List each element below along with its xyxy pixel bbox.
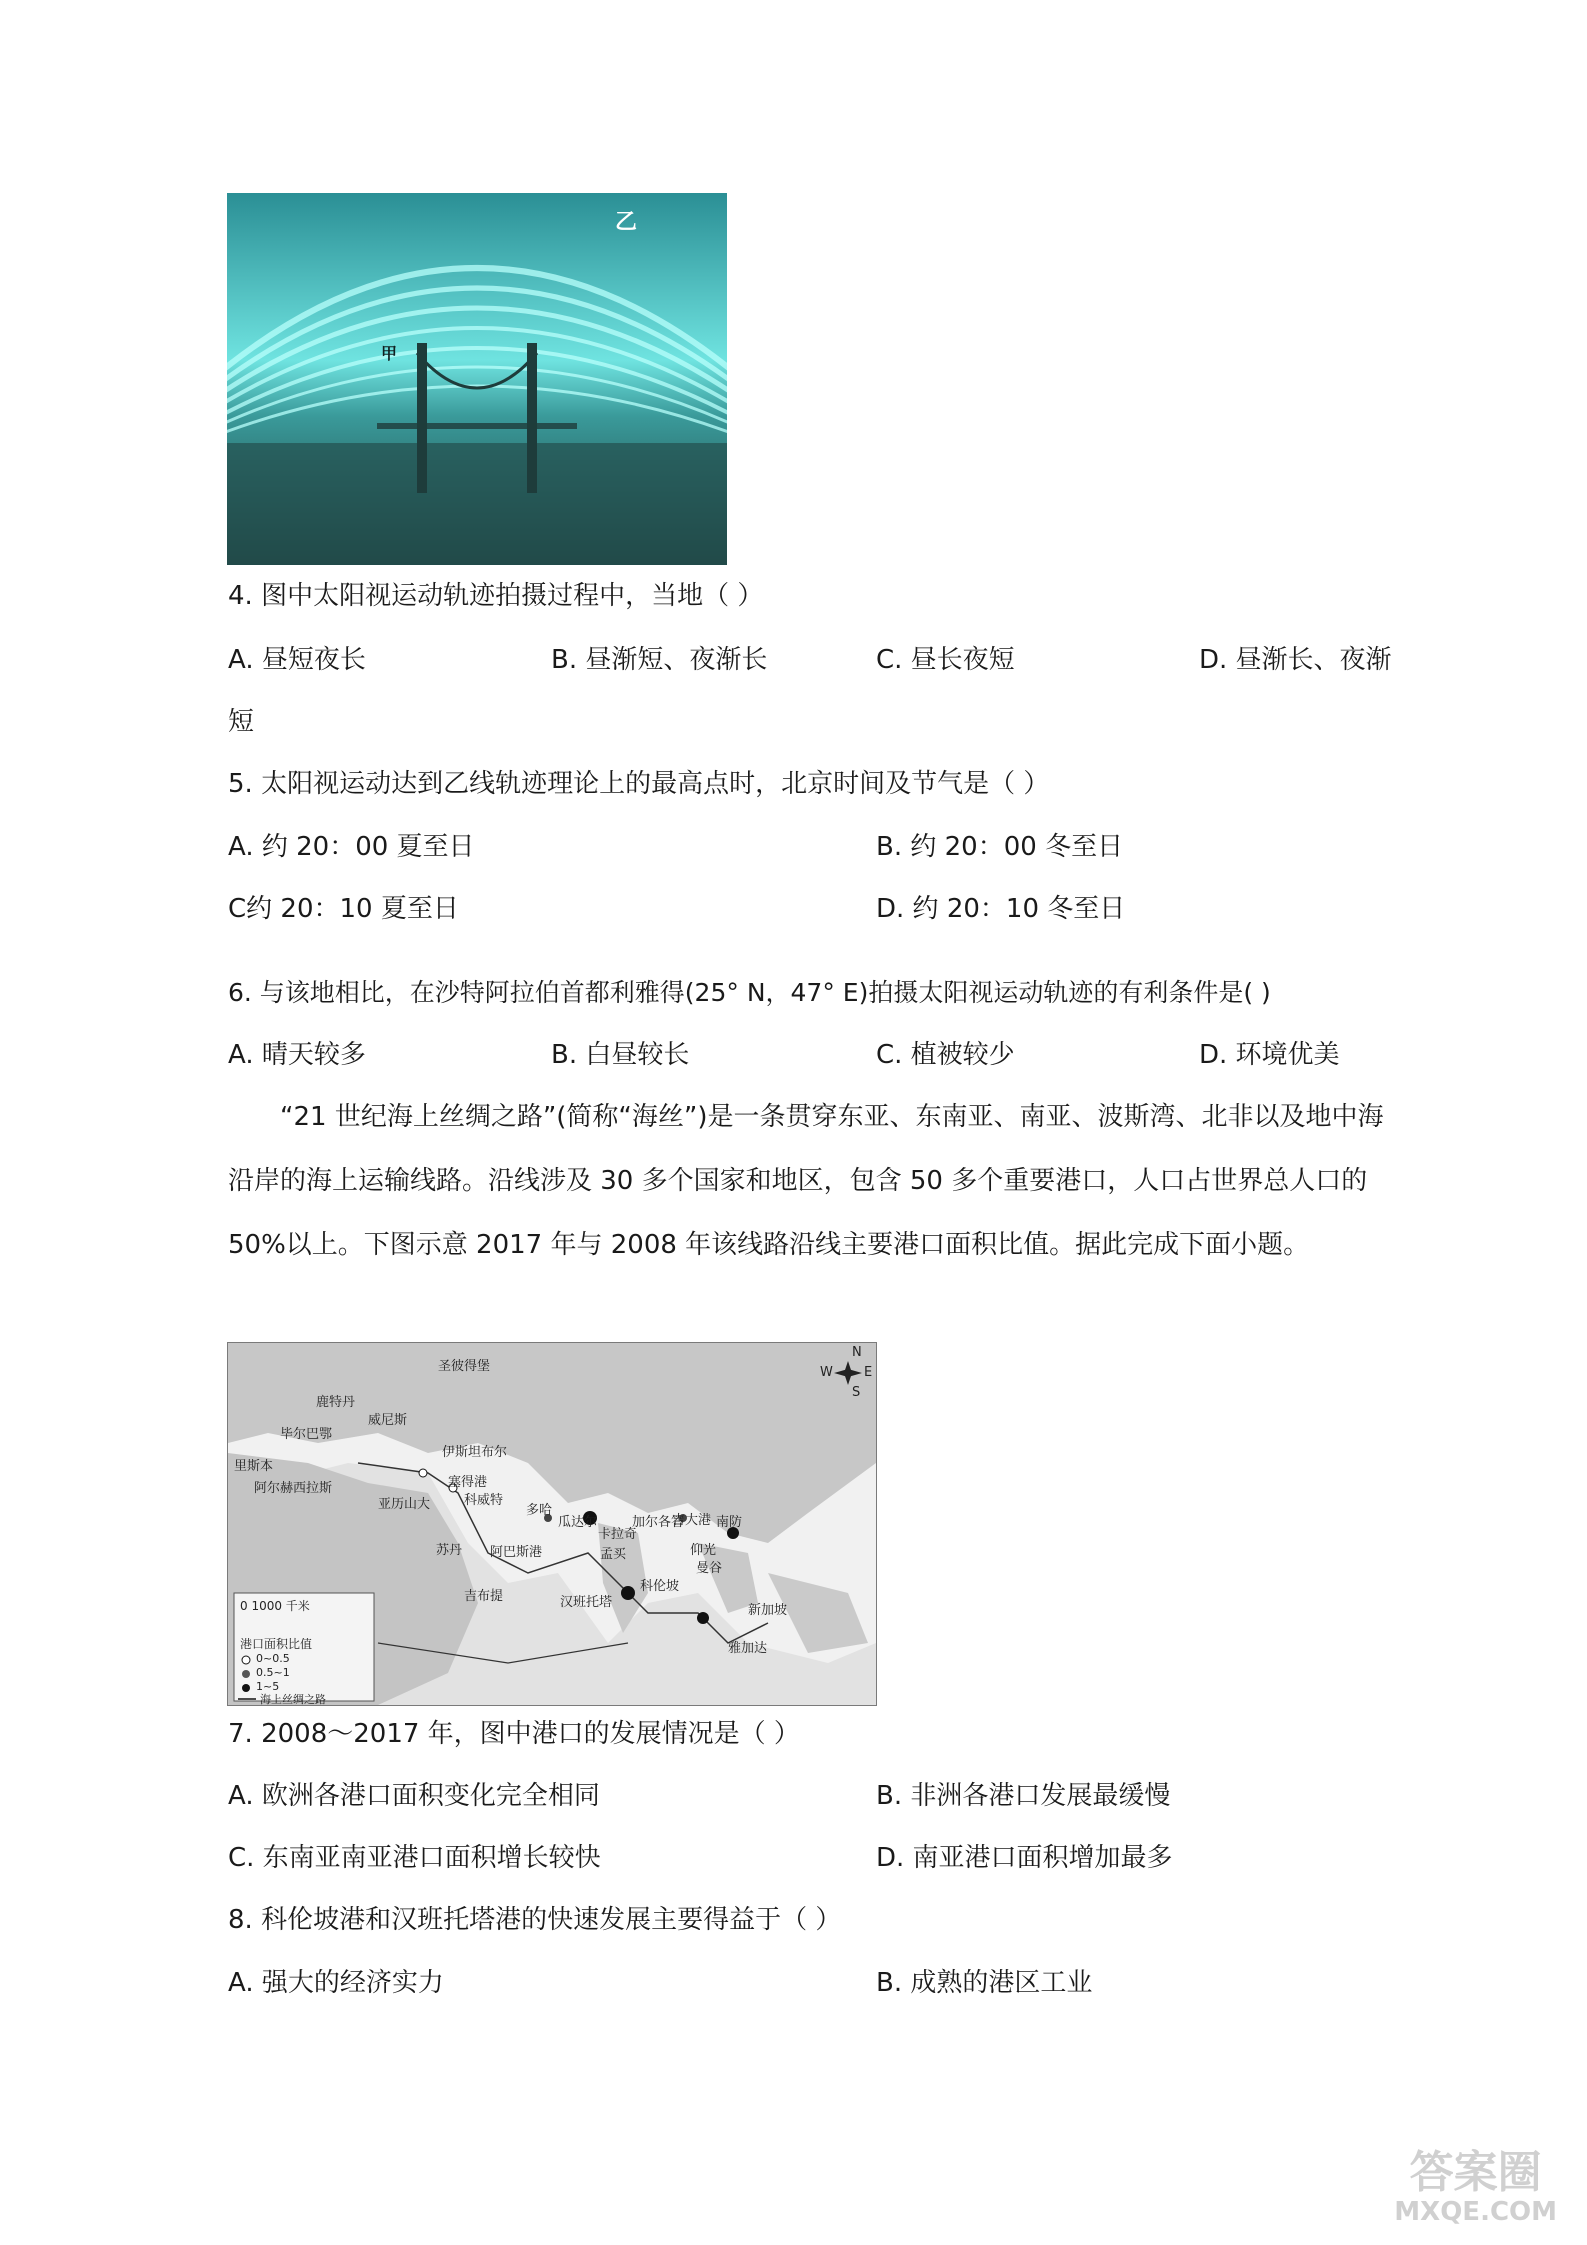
label-yi: 乙 (615, 210, 638, 235)
map-scale: 0 1000 千米 (240, 1599, 310, 1613)
q4-option-d-wrap: 短 (228, 707, 255, 737)
q4-option-c: C. 昼长夜短 (876, 645, 1015, 675)
port-label: 亚历山大 (378, 1497, 431, 1512)
solar-trail-image (227, 193, 727, 565)
legend-item: 1~5 (256, 1680, 280, 1693)
watermark-top: 答案圈 (1409, 2147, 1542, 2198)
port-label: 科伦坡 (640, 1579, 680, 1594)
port-label: 仰光 (690, 1543, 717, 1558)
legend-route: 海上丝绸之路 (260, 1693, 326, 1706)
port-label: 加尔各答 (632, 1515, 685, 1530)
q7-option-a: A. 欧洲各港口面积变化完全相同 (228, 1781, 600, 1811)
q4-option-a: A. 昼短夜长 (228, 645, 366, 675)
port-label: 瓜达尔 (558, 1515, 598, 1530)
compass-w: W (820, 1365, 833, 1380)
port-label: 南防 (716, 1515, 743, 1530)
q4-option-b: B. 昼渐短、夜渐长 (551, 645, 768, 675)
q8-option-b: B. 成熟的港区工业 (876, 1968, 1093, 1998)
q7-option-c: C. 东南亚南亚港口面积增长较快 (228, 1843, 601, 1873)
maritime-silk-road-map (227, 1342, 877, 1706)
port-label: 多哈 (526, 1503, 553, 1518)
port-label: 吉大港 (672, 1513, 712, 1528)
q6-option-d: D. 环境优美 (1199, 1040, 1340, 1070)
q6-option-b: B. 白昼较长 (551, 1040, 690, 1070)
legend-item: 0~0.5 (256, 1652, 290, 1665)
q5-option-a: A. 约 20：00 夏至日 (228, 832, 475, 862)
port-label: 塞得港 (448, 1475, 488, 1490)
port-label: 威尼斯 (368, 1413, 408, 1428)
compass-e: E (864, 1365, 873, 1380)
port-label: 汉班托塔 (560, 1595, 613, 1610)
compass-n: N (852, 1345, 862, 1360)
port-label: 阿巴斯港 (490, 1545, 543, 1560)
q7-stem: 7. 2008～2017 年，图中港口的发展情况是（ ） (228, 1719, 800, 1749)
port-label: 卡拉奇 (598, 1527, 638, 1542)
q4-option-d: D. 昼渐长、夜渐 (1199, 645, 1392, 675)
port-label: 新加坡 (748, 1603, 788, 1618)
q4-stem: 4. 图中太阳视运动轨迹拍摄过程中，当地（ ） (228, 581, 764, 611)
port-label: 孟买 (600, 1547, 627, 1562)
q8-stem: 8. 科伦坡港和汉班托塔港的快速发展主要得益于（ ） (228, 1905, 842, 1935)
watermark (1394, 2149, 1557, 2227)
port-label: 伊斯坦布尔 (442, 1445, 508, 1460)
port-label: 圣彼得堡 (438, 1359, 491, 1374)
q6-option-a: A. 晴天较多 (228, 1040, 366, 1070)
port-label: 鹿特丹 (316, 1395, 356, 1410)
q6-option-c: C. 植被较少 (876, 1040, 1015, 1070)
port-label: 曼谷 (696, 1561, 723, 1576)
compass-s: S (852, 1385, 861, 1400)
q5-option-c: C约 20：10 夏至日 (228, 894, 459, 924)
watermark-bottom: MXQE.COM (1394, 2197, 1557, 2227)
q5-option-d: D. 约 20：10 冬至日 (876, 894, 1126, 924)
label-jia: 甲 (381, 344, 398, 363)
q7-option-d: D. 南亚港口面积增加最多 (876, 1843, 1173, 1873)
q5-option-b: B. 约 20：00 冬至日 (876, 832, 1124, 862)
port-label: 雅加达 (728, 1641, 768, 1656)
q5-stem: 5. 太阳视运动达到乙线轨迹理论上的最高点时，北京时间及节气是（ ） (228, 769, 1050, 799)
reading-passage: “21 世纪海上丝绸之路”(简称“海丝”)是一条贯穿东亚、东南亚、南亚、波斯湾、北非以及地中海沿岸的海上运输线路。沿线涉及 30 多个国家和地区，包含 50 多个重要港口，人口占世界总人口的 50%以上。下图示意 2017 年与 2008 年该线路沿线主要港口面积比值。据此完成下面小题。 (228, 1102, 1384, 1260)
solar-trail-photo (227, 193, 727, 565)
q6-stem: 6. 与该地相比，在沙特阿拉伯首都利雅得(25° N，47° E)拍摄太阳视运动轨迹的有利条件是( ) (228, 978, 1271, 1007)
port-label: 吉布提 (464, 1589, 504, 1604)
port-label: 科威特 (464, 1493, 504, 1508)
port-label: 毕尔巴鄂 (280, 1427, 333, 1442)
q8-option-a: A. 强大的经济实力 (228, 1968, 444, 1998)
port-label: 里斯本 (234, 1459, 274, 1474)
q7-option-b: B. 非洲各港口发展最缓慢 (876, 1781, 1171, 1811)
port-label: 苏丹 (436, 1543, 463, 1558)
legend-title: 港口面积比值 (240, 1637, 313, 1651)
port-label: 阿尔赫西拉斯 (254, 1481, 333, 1496)
legend-item: 0.5~1 (256, 1666, 290, 1679)
